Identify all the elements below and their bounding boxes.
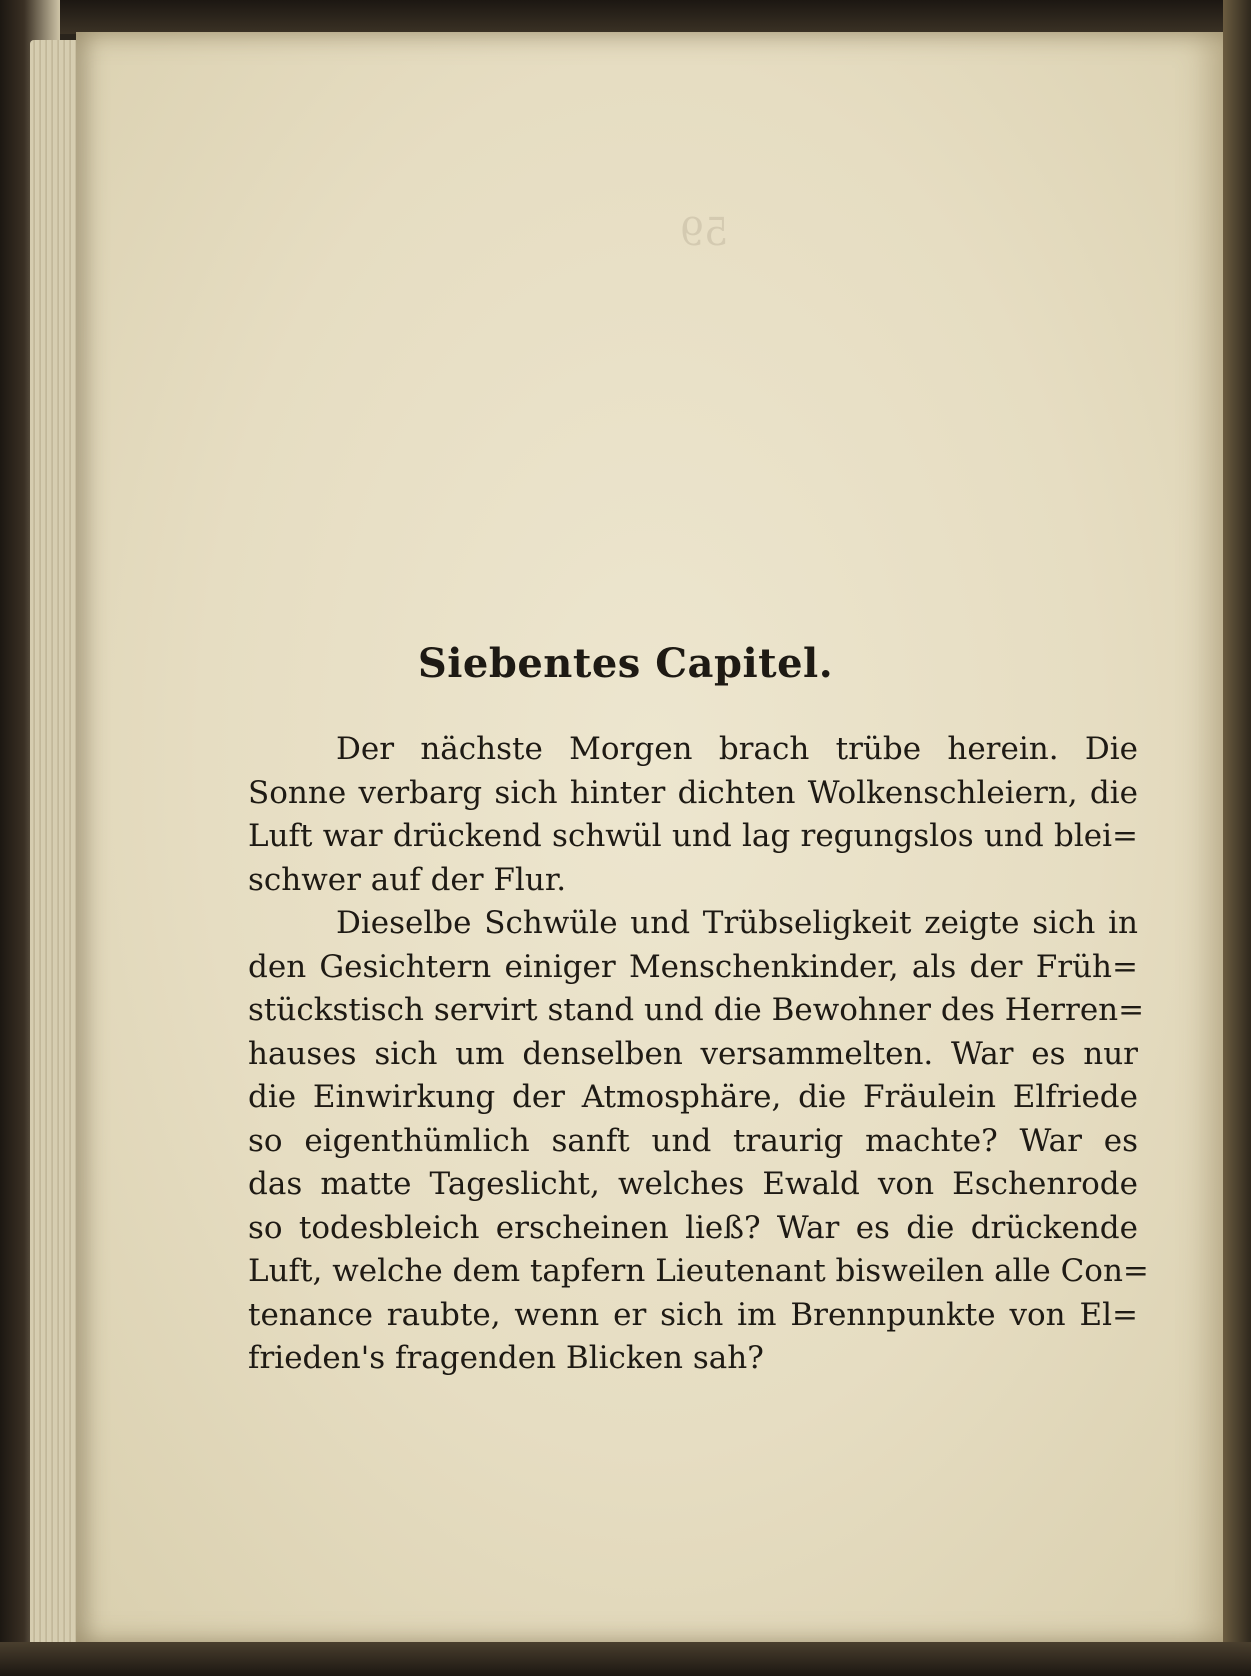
book-right-edge — [1223, 0, 1251, 1676]
text-line: Luft war drückend schwül und lag regungslos und blei= — [248, 818, 1138, 854]
paragraph — [248, 902, 1149, 1381]
text-line: die Einwirkung der Atmosphäre, die Fräulein Elfriede — [248, 1079, 1138, 1115]
chapter-title: Siebentes Capitel. — [417, 640, 834, 687]
text-line: Der nächste Morgen brach trübe herein. Die — [336, 731, 1138, 767]
book-top-edge — [0, 0, 1251, 34]
text-line: Luft, welche dem tapfern Lieutenant bisweilen alle Con= — [248, 1253, 1149, 1289]
text-line: hauses sich um denselben versammelten. War es nur — [248, 1035, 1138, 1072]
text-line: so eigenthümlich sanft und traurig machte? War es — [248, 1122, 1138, 1159]
text-line: schwer auf der Flur. — [248, 861, 567, 898]
paragraph — [248, 728, 1138, 902]
bleed-through-page-number: 59 — [680, 210, 729, 254]
book-bottom-edge — [0, 1642, 1251, 1676]
text-line: stückstisch servirt stand und die Bewohner des Herren= — [248, 992, 1145, 1028]
body-text — [248, 728, 1149, 1381]
text-line: das matte Tageslicht, welches Ewald von Eschenrode — [248, 1166, 1138, 1202]
text-line: den Gesichtern einiger Menschenkinder, als der Früh= — [248, 948, 1138, 985]
text-line: tenance raubte, wenn er sich im Brennpunkte von El= — [248, 1296, 1138, 1333]
text-line: so todesbleich erscheinen ließ? War es die drückende — [248, 1209, 1138, 1246]
text-line: Dieselbe Schwüle und Trübseligkeit zeigte sich in — [336, 905, 1138, 941]
text-line: Sonne verbarg sich hinter dichten Wolkenschleiern, die — [248, 774, 1138, 811]
text-line: frieden's fragenden Blicken sah? — [248, 1340, 764, 1376]
